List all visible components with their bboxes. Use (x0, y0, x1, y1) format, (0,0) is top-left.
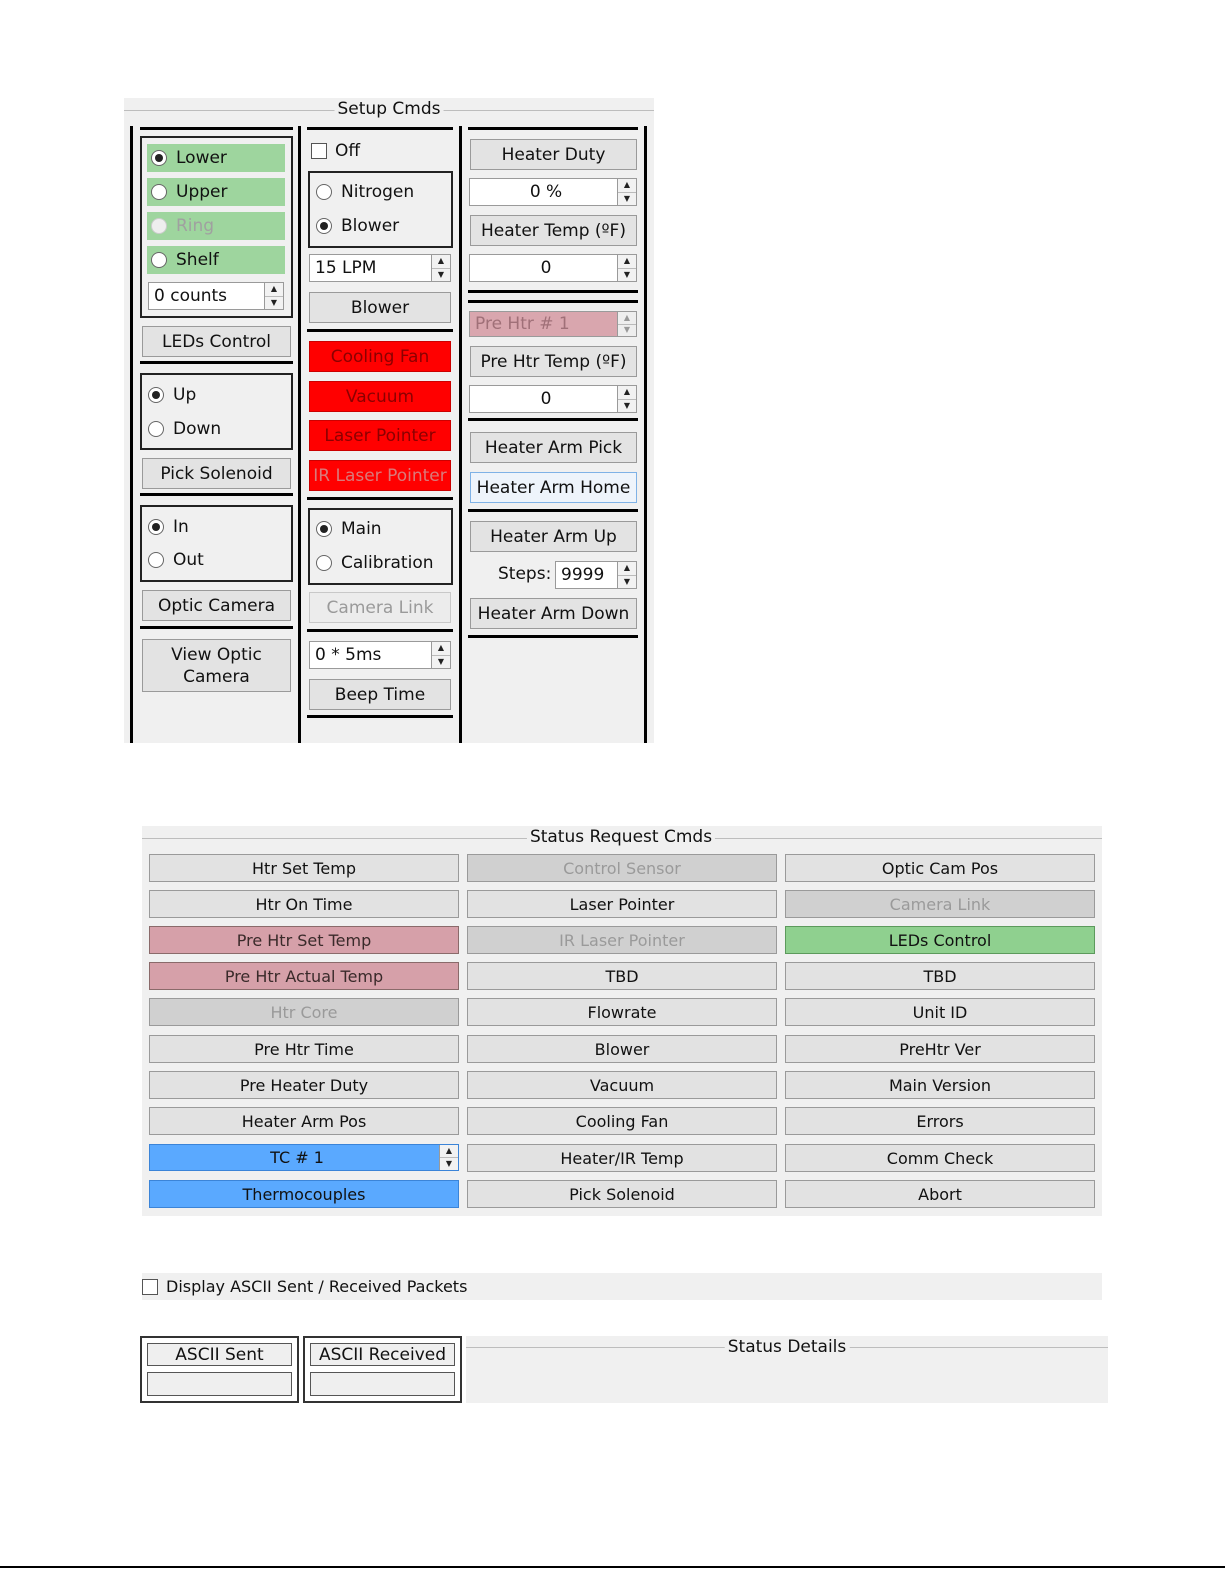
status-pre-heater-duty-button[interactable]: Pre Heater Duty (149, 1071, 459, 1099)
status-vacuum-button[interactable]: Vacuum (467, 1071, 777, 1099)
pick-solenoid-button[interactable]: Pick Solenoid (142, 458, 291, 489)
setup-rule (307, 629, 453, 632)
spin-arrows-icon[interactable]: ▲ ▼ (617, 386, 636, 412)
heater-duty-button[interactable]: Heater Duty (470, 139, 637, 170)
solenoid-option-down[interactable]: Down (144, 415, 221, 443)
flow-rate-spinbox[interactable]: 15 LPM ▲ ▼ (309, 254, 451, 282)
laser-pointer-button[interactable]: Laser Pointer (309, 420, 451, 451)
setup-rule (307, 715, 453, 718)
camera-option-out[interactable]: Out (144, 546, 204, 574)
status-cooling-fan-button[interactable]: Cooling Fan (467, 1107, 777, 1135)
status-pre-htr-time-button[interactable]: Pre Htr Time (149, 1035, 459, 1063)
beep-time-spinbox[interactable]: 0 * 5ms ▲ ▼ (309, 641, 451, 669)
optic-camera-button[interactable]: Optic Camera (142, 590, 291, 621)
status-tbd-button[interactable]: TBD (467, 962, 777, 990)
led-option-shelf[interactable]: Shelf (147, 246, 285, 274)
spin-arrows-icon[interactable]: ▲ ▼ (617, 179, 636, 205)
heater-arm-pick-button[interactable]: Heater Arm Pick (470, 432, 637, 463)
setup-rule (307, 127, 453, 130)
status-tbd-button[interactable]: TBD (785, 962, 1095, 990)
cooling-fan-button[interactable]: Cooling Fan (309, 341, 451, 372)
gas-option-blower[interactable]: Blower (312, 212, 399, 240)
camera-option-in[interactable]: In (144, 513, 189, 541)
status-htr-on-time-button[interactable]: Htr On Time (149, 890, 459, 918)
heater-arm-up-button[interactable]: Heater Arm Up (470, 521, 637, 552)
setup-rule (468, 127, 638, 130)
status-heater-arm-pos-button[interactable]: Heater Arm Pos (149, 1107, 459, 1135)
radio-icon (151, 252, 167, 268)
radio-icon (148, 421, 164, 437)
gas-option-nitrogen[interactable]: Nitrogen (312, 178, 414, 206)
steps-spinbox[interactable]: 9999 ▲ ▼ (555, 561, 637, 589)
status-details-title: Status Details (725, 1337, 850, 1357)
status-abort-button[interactable]: Abort (785, 1180, 1095, 1208)
page-bottom-rule (0, 1566, 1225, 1568)
status-errors-button[interactable]: Errors (785, 1107, 1095, 1135)
status-pre-htr-set-temp-button[interactable]: Pre Htr Set Temp (149, 926, 459, 954)
setup-rule (468, 300, 638, 303)
led-option-ring: Ring (147, 212, 285, 240)
pre-heater-select: Pre Htr # 1 ▲ ▼ (469, 311, 637, 337)
status-thermocouples-button[interactable]: Thermocouples (149, 1180, 459, 1208)
checkbox-icon (311, 143, 327, 159)
radio-selected-icon (148, 519, 164, 535)
radio-icon (151, 184, 167, 200)
pre-heater-temp-spinbox[interactable]: 0 ▲ ▼ (469, 385, 637, 413)
solenoid-option-up[interactable]: Up (144, 381, 196, 409)
status-pre-htr-actual-temp-button[interactable]: Pre Htr Actual Temp (149, 962, 459, 990)
checkbox-icon (142, 1279, 158, 1295)
setup-divider (298, 126, 301, 743)
spin-arrows-icon: ▲ ▼ (617, 312, 636, 336)
camera-link-button: Camera Link (309, 592, 451, 623)
setup-rule (307, 497, 453, 500)
radio-icon (151, 218, 167, 234)
setup-rule (140, 626, 293, 629)
thermocouple-select-spinbox[interactable]: TC # 1 ▲ ▼ (149, 1144, 459, 1171)
status-comm-check-button[interactable]: Comm Check (785, 1144, 1095, 1172)
status-flowrate-button[interactable]: Flowrate (467, 998, 777, 1026)
status-prehtr-ver-button[interactable]: PreHtr Ver (785, 1035, 1095, 1063)
heater-arm-down-button[interactable]: Heater Arm Down (470, 598, 637, 629)
status-pick-solenoid-button[interactable]: Pick Solenoid (467, 1180, 777, 1208)
status-htr-set-temp-button[interactable]: Htr Set Temp (149, 854, 459, 882)
ascii-received-field (310, 1372, 455, 1396)
display-ascii-checkbox[interactable]: Display ASCII Sent / Received Packets (138, 1273, 467, 1300)
radio-selected-icon (151, 150, 167, 166)
status-blower-button[interactable]: Blower (467, 1035, 777, 1063)
led-option-upper[interactable]: Upper (147, 178, 285, 206)
setup-divider (130, 126, 133, 743)
spin-arrows-icon[interactable]: ▲ ▼ (617, 255, 636, 281)
vacuum-button[interactable]: Vacuum (309, 381, 451, 412)
view-optic-camera-button[interactable]: View Optic Camera (142, 639, 291, 692)
ascii-sent-label: ASCII Sent (147, 1343, 292, 1366)
setup-rule (140, 361, 293, 364)
off-checkbox[interactable]: Off (307, 137, 360, 165)
setup-divider (644, 126, 647, 743)
status-heater-ir-temp-button[interactable]: Heater/IR Temp (467, 1144, 777, 1172)
blower-button[interactable]: Blower (309, 292, 451, 323)
pre-heater-temp-button[interactable]: Pre Htr Temp (ºF) (470, 346, 637, 377)
radio-selected-icon (316, 218, 332, 234)
setup-rule (468, 635, 638, 638)
setup-rule (468, 509, 638, 512)
heater-temp-button[interactable]: Heater Temp (ºF) (470, 215, 637, 246)
status-unit-id-button[interactable]: Unit ID (785, 998, 1095, 1026)
setup-rule (307, 329, 453, 332)
status-htr-core-button: Htr Core (149, 998, 459, 1026)
led-counts-spinbox[interactable]: 0 counts ▲ ▼ (148, 282, 284, 310)
ascii-received-label: ASCII Received (310, 1343, 455, 1366)
status-leds-control-button[interactable]: LEDs Control (785, 926, 1095, 954)
setup-rule (140, 127, 293, 130)
heater-temp-spinbox[interactable]: 0 ▲ ▼ (469, 254, 637, 282)
status-control-sensor-button: Control Sensor (467, 854, 777, 882)
status-ir-laser-pointer-button: IR Laser Pointer (467, 926, 777, 954)
spin-arrows-icon[interactable]: ▲ ▼ (439, 1145, 458, 1170)
radio-icon (316, 184, 332, 200)
ascii-sent-field (147, 1372, 292, 1396)
spin-arrows-icon[interactable]: ▲ ▼ (617, 562, 636, 588)
radio-icon (316, 555, 332, 571)
setup-cmds-title: Setup Cmds (335, 99, 444, 119)
radio-selected-icon (316, 521, 332, 537)
heater-arm-home-button[interactable]: Heater Arm Home (470, 472, 637, 503)
spin-arrows-icon[interactable]: ▲ ▼ (264, 283, 283, 309)
setup-rule (468, 418, 638, 421)
leds-control-button[interactable]: LEDs Control (142, 326, 291, 357)
ir-laser-pointer-button: IR Laser Pointer (309, 460, 451, 491)
spin-arrows-icon[interactable]: ▲ ▼ (431, 642, 450, 668)
setup-rule (140, 493, 293, 496)
status-optic-cam-pos-button[interactable]: Optic Cam Pos (785, 854, 1095, 882)
link-option-main[interactable]: Main (312, 515, 382, 543)
setup-divider (459, 126, 462, 743)
led-option-lower[interactable]: Lower (147, 144, 285, 172)
spin-arrows-icon[interactable]: ▲ ▼ (431, 255, 450, 281)
status-request-title: Status Request Cmds (527, 827, 715, 847)
steps-label: Steps: (498, 564, 552, 584)
link-option-calibration[interactable]: Calibration (312, 549, 434, 577)
setup-rule (468, 290, 638, 293)
status-laser-pointer-button[interactable]: Laser Pointer (467, 890, 777, 918)
beep-time-button[interactable]: Beep Time (309, 679, 451, 710)
heater-duty-spinbox[interactable]: 0 % ▲ ▼ (469, 178, 637, 206)
status-camera-link-button: Camera Link (785, 890, 1095, 918)
radio-selected-icon (148, 387, 164, 403)
status-main-version-button[interactable]: Main Version (785, 1071, 1095, 1099)
radio-icon (148, 552, 164, 568)
